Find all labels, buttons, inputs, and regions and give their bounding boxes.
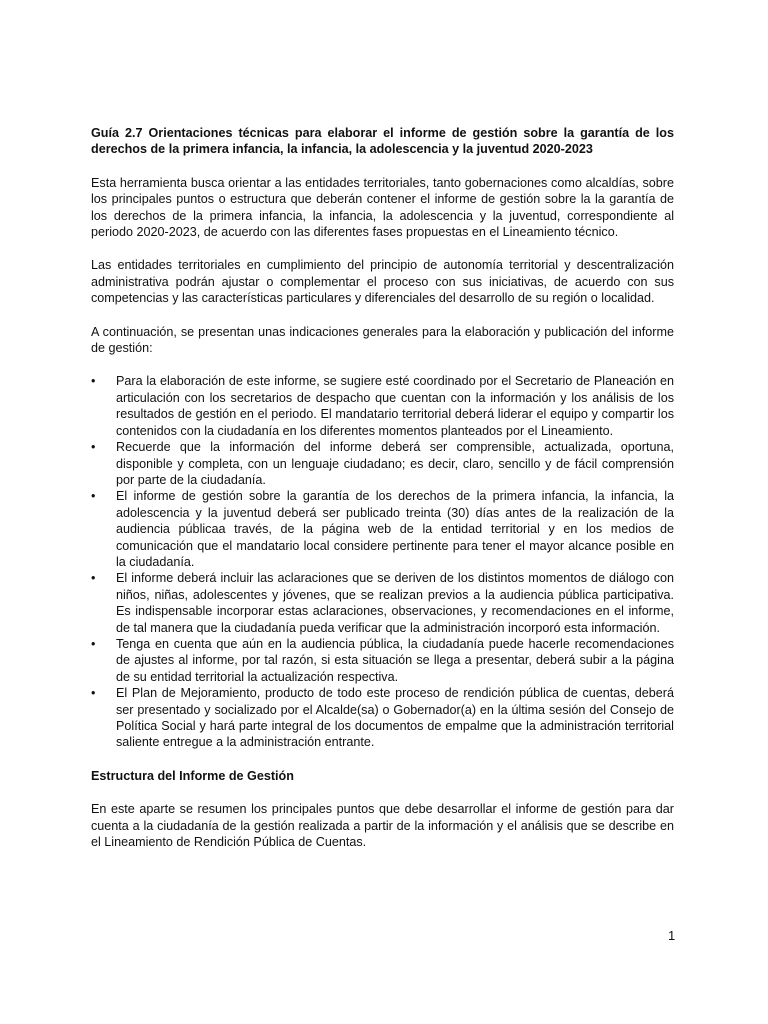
indications-paragraph: A continuación, se presentan unas indicaciones generales para la elaboración y publicación del informe de gestión: <box>91 324 674 356</box>
list-item-text: Recuerde que la información del informe deberá ser comprensible, actualizada, oportuna, disponible y completa, con un lenguaje ciudadano; es decir, claro, sencillo y de fácil comprensión por parte de la ciudadanía. <box>116 440 674 487</box>
bullet-icon: • <box>91 374 96 389</box>
page-content <box>91 125 674 867</box>
document-title: Guía 2.7 Orientaciones técnicas para elaborar el informe de gestión sobre la garantía de los derechos de la primera infancia, la infancia, la adolescencia y la juventud 2020-2023 <box>91 126 674 157</box>
section-paragraph: En este aparte se resumen los principales puntos que debe desarrollar el informe de gestión para dar cuenta a la ciudadanía de la gestión realizada a partir de la información y el análisis que se describe en el Lineamiento de Rendición Pública de Cuentas. <box>91 802 674 850</box>
bullet-icon: • <box>91 636 96 651</box>
section-heading: Estructura del Informe de Gestión <box>91 768 294 783</box>
bullet-icon: • <box>91 489 96 504</box>
list-item <box>91 439 674 488</box>
list-item-text: El Plan de Mejoramiento, producto de todo este proceso de rendición pública de cuentas, deberá ser presentado y socializado por el Alcalde(sa) o Gobernador(a) en la última sesión del Consejo de Política Social y hará parte integral de los documentos de empalme que la administración territorial saliente entregue a la administración entrante. <box>116 686 674 750</box>
intro-paragraph: Esta herramienta busca orientar a las entidades territoriales, tanto gobernaciones como alcaldías, sobre los principales puntos o estructura que deberán contener el informe de gestión sobre la la garantía de los derechos de la primera infancia, la infancia, la adolescencia y la juventud, correspondiente al periodo 2020-2023, de acuerdo con las diferentes fases propuestas en el Lineamiento técnico. <box>91 175 674 240</box>
list-item <box>91 685 674 751</box>
list-item-text: El informe de gestión sobre la garantía de los derechos de la primera infancia, la infancia, la adolescencia y la juventud deberá ser publicado treinta (30) días antes de la realización de la audiencia públicaa través, de la página web de la entidad territorial y en los medios de comunicación que el mandatario local considere pertinente para tener el mayor alcance posible en la ciudadanía. <box>116 489 674 569</box>
bullet-icon: • <box>91 440 96 455</box>
page-number: 1 <box>668 928 676 943</box>
list-item-text: Para la elaboración de este informe, se sugiere esté coordinado por el Secretario de Planeación en articulación con los secretarios de despacho que cuentan con la información y los análisis de los resultados de gestión en el periodo. El mandatario territorial deberá liderar el equipo y compartir los contenidos con la ciudadanía en los diferentes momentos planteados por el Lineamiento. <box>116 374 674 438</box>
autonomy-paragraph: Las entidades territoriales en cumplimiento del principio de autonomía territorial y descentralización administrativa podrán ajustar o complementar el proceso con sus iniciativas, de acuerdo con sus competencias y las características particulares y diferenciales del desarrollo de su región o localidad. <box>91 258 674 306</box>
bullet-icon: • <box>91 571 96 586</box>
list-item-text: Tenga en cuenta que aún en la audiencia pública, la ciudadanía puede hacerle recomendaciones de ajustes al informe, por tal razón, si esta situación se llega a presentar, deberá subir a la página de su entidad territorial la actualización respectiva. <box>116 636 674 684</box>
indications-list <box>91 373 674 750</box>
list-item-text: El informe deberá incluir las aclaraciones que se deriven de los distintos momentos de diálogo con niños, niñas, adolescentes y jóvenes, que se realizan previos a la audiencia pública participativa. Es indispensable incorporar estas aclaraciones, observaciones, y recomendaciones en el informe, de tal manera que la ciudadanía pueda verificar que la administración incorporó esta información. <box>116 571 674 635</box>
list-item <box>91 570 674 636</box>
list-item <box>91 488 674 570</box>
list-item <box>91 373 674 439</box>
list-item <box>91 636 674 685</box>
bullet-icon: • <box>91 686 96 701</box>
